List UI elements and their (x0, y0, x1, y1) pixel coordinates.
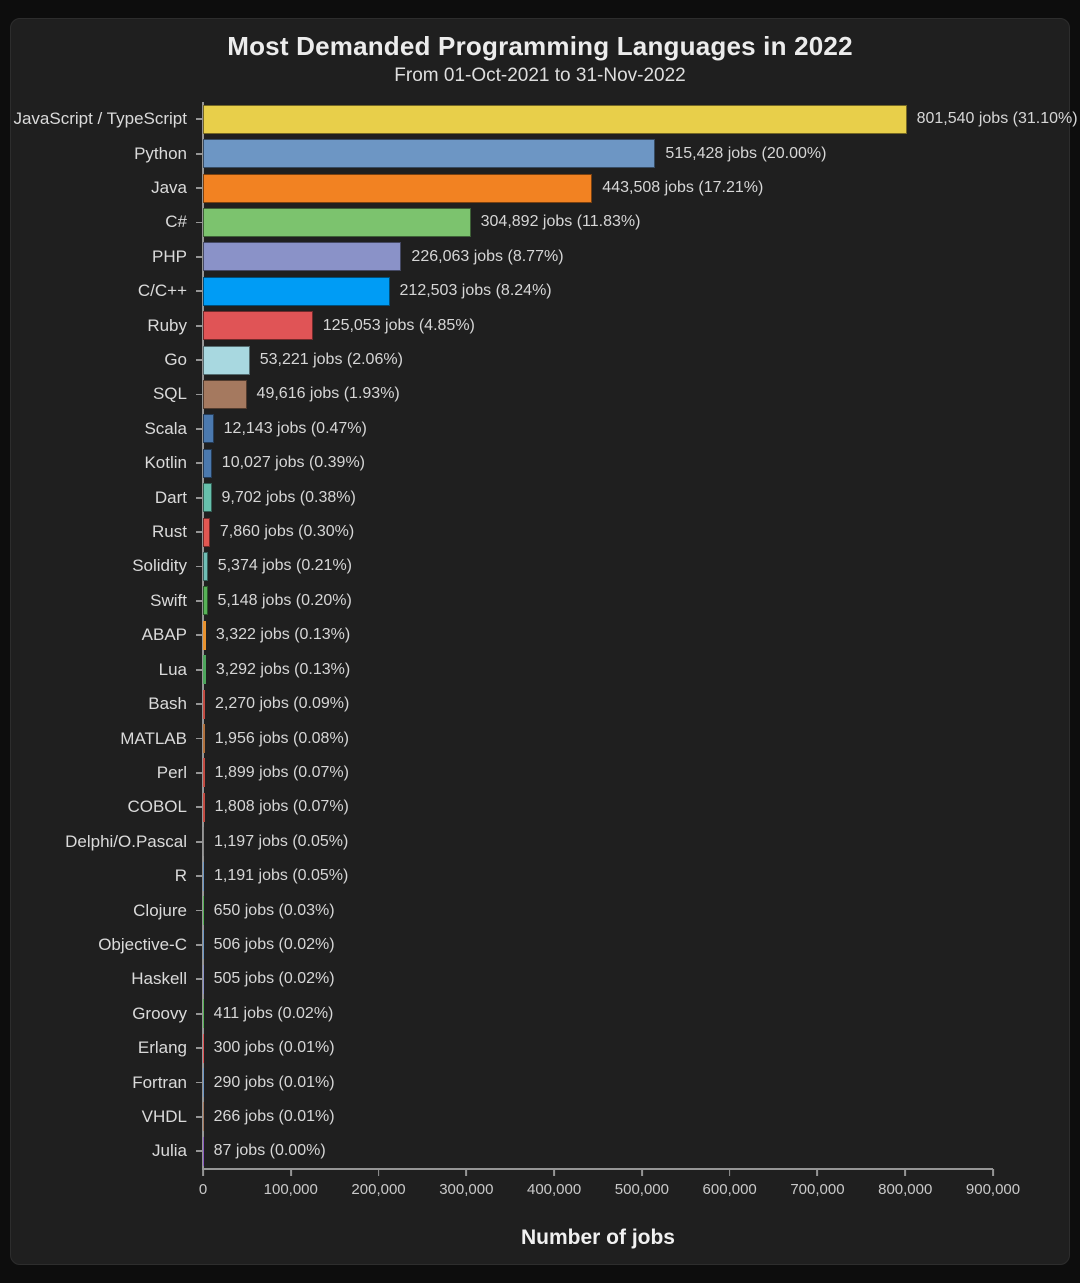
x-tick-mark (904, 1169, 906, 1176)
bar (203, 621, 206, 650)
y-tick-mark (196, 1082, 203, 1084)
bar-row (13, 102, 1078, 136)
category-label: Java (151, 178, 187, 198)
bar (203, 1034, 204, 1063)
bar-value-label: 1,191 jobs (0.05%) (214, 867, 349, 885)
y-tick-mark (196, 944, 203, 946)
bar (203, 758, 205, 787)
category-label: Solidity (132, 556, 187, 576)
bar-value-label: 53,221 jobs (2.06%) (259, 351, 403, 369)
bar-row (164, 343, 993, 377)
y-tick-mark (196, 462, 203, 464)
category-label: Dart (154, 487, 187, 507)
bar-value-label: 5,374 jobs (0.21%) (217, 557, 353, 575)
x-tick-label: 600,000 (702, 1181, 757, 1198)
bar-row (174, 859, 993, 893)
category-label: PHP (152, 246, 187, 266)
bar (203, 139, 655, 168)
bar-value-label: 411 jobs (0.02%) (213, 1004, 334, 1022)
category-label: Fortran (132, 1072, 187, 1092)
category-label: COBOL (127, 797, 187, 817)
x-tick-mark (202, 1169, 204, 1176)
category-label: SQL (152, 384, 187, 404)
bar (203, 827, 204, 856)
x-tick-mark (290, 1169, 292, 1176)
category-label: Erlang (137, 1038, 187, 1058)
category-label: Rust (152, 522, 187, 542)
bar-rows (13, 102, 1078, 1169)
bar-row (98, 928, 993, 962)
bar-value-label: 1,899 jobs (0.07%) (214, 763, 349, 781)
category-label: Go (164, 350, 187, 370)
bar (203, 483, 212, 512)
bar-row (137, 274, 993, 308)
category-label: Bash (148, 694, 187, 714)
bar-value-label: 226,063 jobs (8.77%) (411, 247, 564, 265)
bar-value-label: 3,322 jobs (0.13%) (215, 626, 351, 644)
bar-value-label: 304,892 jobs (11.83%) (480, 213, 641, 231)
bar (203, 105, 907, 134)
category-label: Python (134, 143, 187, 163)
bar-value-label: 2,270 jobs (0.09%) (214, 695, 350, 713)
y-tick-mark (196, 153, 203, 155)
y-tick-mark (196, 531, 203, 533)
y-tick-mark (196, 118, 203, 120)
category-label: C# (165, 212, 187, 232)
bar-value-label: 7,860 jobs (0.30%) (219, 523, 355, 541)
y-tick-mark (196, 394, 203, 396)
bar (203, 208, 471, 237)
y-tick-mark (196, 325, 203, 327)
y-tick-mark (196, 1116, 203, 1118)
x-tick-label: 300,000 (439, 1181, 494, 1198)
chart-title: Most Demanded Programming Languages in 2022 (227, 31, 853, 61)
bar-row (144, 412, 993, 446)
bar-value-label: 505 jobs (0.02%) (213, 970, 335, 988)
x-tick-label: 0 (198, 1181, 208, 1198)
bar-row (151, 171, 993, 205)
bar-value-label: 1,808 jobs (0.07%) (214, 798, 349, 816)
category-label: Clojure (133, 900, 187, 920)
y-tick-mark (196, 634, 203, 636)
bar-value-label: 1,956 jobs (0.08%) (214, 729, 350, 747)
category-label: ABAP (141, 625, 187, 645)
category-label: Swift (150, 590, 187, 610)
bar-value-label: 125,053 jobs (4.85%) (322, 316, 475, 334)
bar-row (65, 825, 993, 859)
bar (203, 724, 205, 753)
bar-row (148, 687, 993, 721)
category-label: Objective-C (98, 934, 187, 954)
bar-row (144, 446, 993, 480)
bar-row (131, 962, 993, 996)
bar (203, 518, 210, 547)
bar (203, 896, 204, 925)
category-label: Scala (144, 418, 187, 438)
category-label: Ruby (147, 315, 187, 335)
x-tick-mark (378, 1169, 380, 1176)
bar-value-label: 212,503 jobs (8.24%) (399, 282, 552, 300)
bar-row (132, 997, 993, 1031)
bar-value-label: 515,428 jobs (20.00%) (665, 144, 827, 162)
bar-value-label: 1,197 jobs (0.05%) (214, 832, 349, 850)
bar (203, 586, 208, 615)
y-tick-mark (196, 497, 203, 499)
bar-row (133, 893, 993, 927)
x-tick-label: 900,000 (965, 1181, 1021, 1198)
bar-value-label: 9,702 jobs (0.38%) (221, 488, 356, 506)
category-label: Julia (152, 1141, 187, 1161)
bar (203, 414, 214, 443)
bar (203, 174, 592, 203)
bar-row (152, 377, 993, 411)
y-tick-mark (196, 600, 203, 602)
bar-row (165, 205, 993, 239)
bar (203, 862, 204, 891)
bar-row (152, 1134, 993, 1168)
bar-row (120, 721, 993, 755)
chart-panel (10, 18, 1078, 1265)
x-tick-label: 200,000 (351, 1181, 406, 1198)
bar-value-label: 5,148 jobs (0.20%) (217, 591, 352, 609)
bar-row (141, 618, 993, 652)
x-tick-mark (553, 1169, 555, 1176)
y-tick-mark (196, 806, 203, 808)
bar-value-label: 506 jobs (0.02%) (213, 935, 335, 953)
chart-subtitle: From 01-Oct-2021 to 31-Nov-2022 (394, 65, 686, 86)
y-tick-mark (196, 978, 203, 980)
y-tick-mark (196, 875, 203, 877)
y-tick-mark (196, 703, 203, 705)
bar (203, 380, 247, 409)
x-tick-label: 400,000 (526, 1181, 582, 1198)
bar-row (137, 1031, 993, 1065)
bar-row (154, 480, 993, 514)
bar-row (152, 515, 993, 549)
bar-row (147, 308, 993, 342)
bar (203, 346, 250, 375)
category-label: VHDL (141, 1106, 187, 1126)
y-tick-mark (196, 290, 203, 292)
bar (203, 1137, 204, 1166)
x-tick-label: 700,000 (790, 1181, 845, 1198)
bar-value-label: 443,508 jobs (17.21%) (602, 179, 764, 197)
bar (203, 1068, 204, 1097)
bar (203, 242, 401, 271)
category-label: C/C++ (137, 281, 187, 301)
bar-row (156, 756, 993, 790)
y-tick-mark (196, 256, 203, 258)
bar-value-label: 87 jobs (0.00%) (213, 1142, 326, 1160)
category-label: R (174, 866, 187, 886)
y-tick-mark (196, 772, 203, 774)
x-tick-label: 500,000 (614, 1181, 669, 1198)
bar (203, 449, 212, 478)
bar-value-label: 49,616 jobs (1.93%) (256, 385, 400, 403)
bar-value-label: 801,540 jobs (31.10%) (916, 110, 1078, 128)
bar-row (132, 1065, 993, 1099)
category-label: Kotlin (144, 453, 187, 473)
bar-value-label: 290 jobs (0.01%) (213, 1073, 335, 1091)
x-tick-label: 100,000 (263, 1181, 318, 1198)
x-axis-title: Number of jobs (520, 1226, 675, 1249)
y-tick-mark (196, 1150, 203, 1152)
bar-row (134, 136, 993, 170)
x-tick-mark (817, 1169, 819, 1176)
y-tick-mark (196, 910, 203, 912)
category-label: Perl (156, 762, 187, 782)
bar-row (150, 584, 993, 618)
y-tick-mark (196, 1047, 203, 1049)
x-tick-mark (465, 1169, 467, 1176)
y-tick-mark (196, 738, 203, 740)
bar-value-label: 10,027 jobs (0.39%) (221, 454, 365, 472)
bar (203, 999, 204, 1028)
bar (203, 311, 313, 340)
bar-value-label: 3,292 jobs (0.13%) (215, 660, 351, 678)
y-tick-mark (196, 428, 203, 430)
category-label: Groovy (132, 1003, 187, 1023)
y-tick-mark (196, 669, 203, 671)
category-label: JavaScript / TypeScript (13, 109, 187, 129)
bar (203, 552, 208, 581)
bar (203, 930, 204, 959)
y-tick-mark (196, 359, 203, 361)
bar (203, 965, 204, 994)
category-label: Delphi/O.Pascal (65, 831, 187, 851)
bar (203, 655, 206, 684)
y-tick-mark (196, 566, 203, 568)
y-tick-mark (196, 187, 203, 189)
bar-row (152, 240, 993, 274)
bar-value-label: 12,143 jobs (0.47%) (223, 419, 367, 437)
bar-value-label: 650 jobs (0.03%) (213, 901, 335, 919)
y-tick-mark (196, 222, 203, 224)
bar (203, 277, 390, 306)
bar-row (127, 790, 993, 824)
bar (203, 793, 205, 822)
x-tick-mark (992, 1169, 994, 1176)
bar-row (141, 1100, 993, 1134)
category-label: Lua (158, 659, 187, 679)
bar (203, 690, 205, 719)
y-tick-mark (196, 841, 203, 843)
y-tick-mark (196, 1013, 203, 1015)
x-tick-mark (641, 1169, 643, 1176)
x-tick-mark (729, 1169, 731, 1176)
bar-row (158, 653, 993, 687)
bar-row (132, 549, 993, 583)
bar-value-label: 266 jobs (0.01%) (213, 1107, 335, 1125)
x-tick-label: 800,000 (878, 1181, 933, 1198)
plot-area (13, 102, 1078, 1198)
category-label: MATLAB (120, 728, 187, 748)
bar-value-label: 300 jobs (0.01%) (213, 1039, 335, 1057)
category-label: Haskell (131, 969, 187, 989)
bar (203, 1102, 204, 1131)
